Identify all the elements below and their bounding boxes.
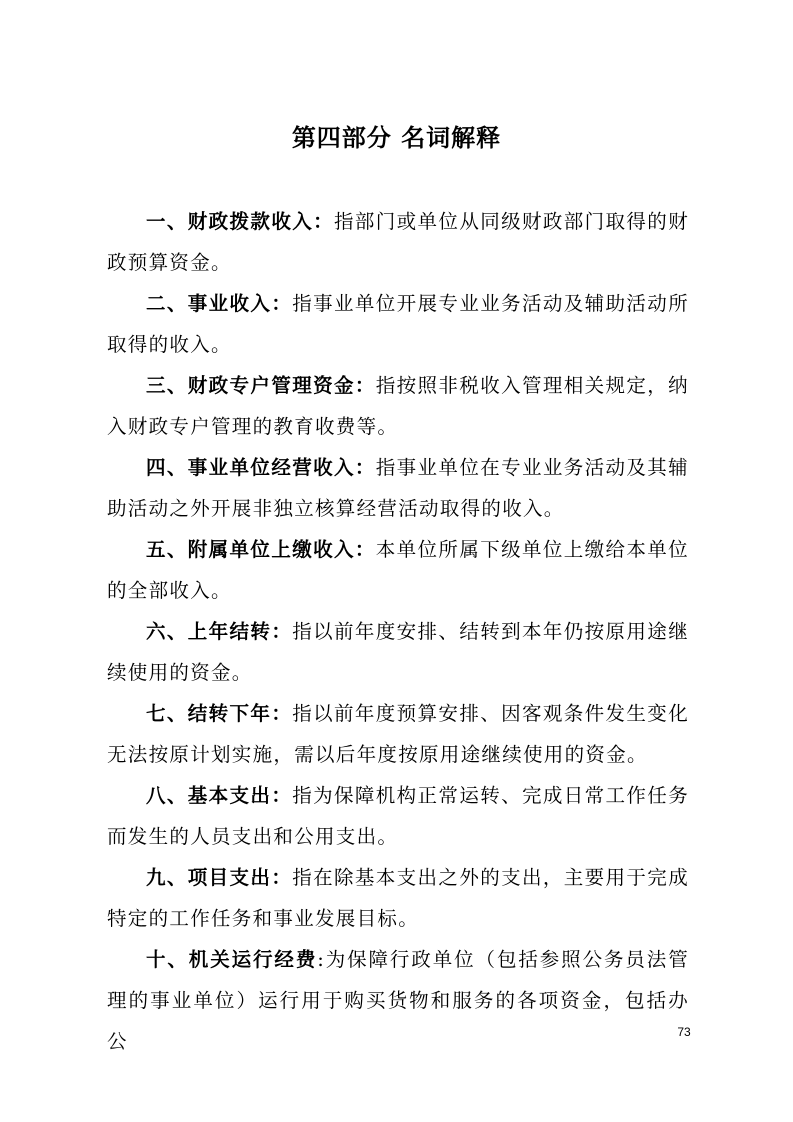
term-definition: 指在除基本支出之外的支出，主要用于完成特定的工作任务和事业发展目标。: [107, 866, 689, 930]
definition-item: [107, 775, 689, 857]
term-definition: 指部门或单位从同级财政部门取得的财政预算资金。: [107, 210, 690, 274]
definition-item: [107, 365, 689, 447]
term-label: 二、事业收入：: [146, 292, 293, 315]
term-label: 八、基本支出：: [146, 784, 293, 807]
term-label: 五、附属单位上缴收入：: [146, 538, 376, 561]
definition-item: [107, 447, 689, 529]
definition-item: [107, 857, 689, 939]
term-definition: 指为保障机构正常运转、完成日常工作任务而发生的人员支出和公用支出。: [107, 784, 689, 848]
term-label: 九、项目支出：: [146, 866, 293, 889]
term-label: 七、结转下年：: [146, 702, 293, 725]
definition-item: [107, 611, 689, 693]
definition-item: [107, 693, 689, 775]
term-definition: 本单位所属下级单位上缴给本单位的全部收入。: [107, 538, 689, 602]
term-label: 十、机关运行经费: [146, 948, 318, 971]
term-definition: 指事业单位在专业业务活动及其辅助活动之外开展非独立核算经营活动取得的收入。: [107, 456, 689, 520]
term-label: 四、事业单位经营收入：: [146, 456, 376, 479]
definition-item: [107, 283, 689, 365]
term-definition: :为保障行政单位（包括参照公务员法管理的事业单位）运行用于购买货物和服务的各项资金，包括办公: [107, 948, 689, 1053]
term-definition: 指按照非税收入管理相关规定，纳入财政专户管理的教育收费等。: [107, 374, 689, 438]
definition-item: [107, 529, 689, 611]
term-definition: 指以前年度预算安排、因客观条件发生变化无法按原计划实施，需以后年度按原用途继续使用的资金。: [107, 702, 689, 766]
definitions-list: [107, 201, 689, 1062]
term-label: 一、财政拨款收入：: [146, 210, 334, 233]
term-definition: 指以前年度安排、结转到本年仍按原用途继续使用的资金。: [107, 620, 689, 684]
definition-item: [107, 939, 689, 1062]
page-number: 73: [677, 1025, 691, 1039]
term-label: 六、上年结转：: [146, 620, 293, 643]
definition-item: [107, 201, 689, 283]
page-title: 第四部分 名词解释: [291, 124, 502, 152]
term-definition: 指事业单位开展专业业务活动及辅助活动所取得的收入。: [107, 292, 689, 356]
term-label: 三、财政专户管理资金：: [146, 374, 376, 397]
